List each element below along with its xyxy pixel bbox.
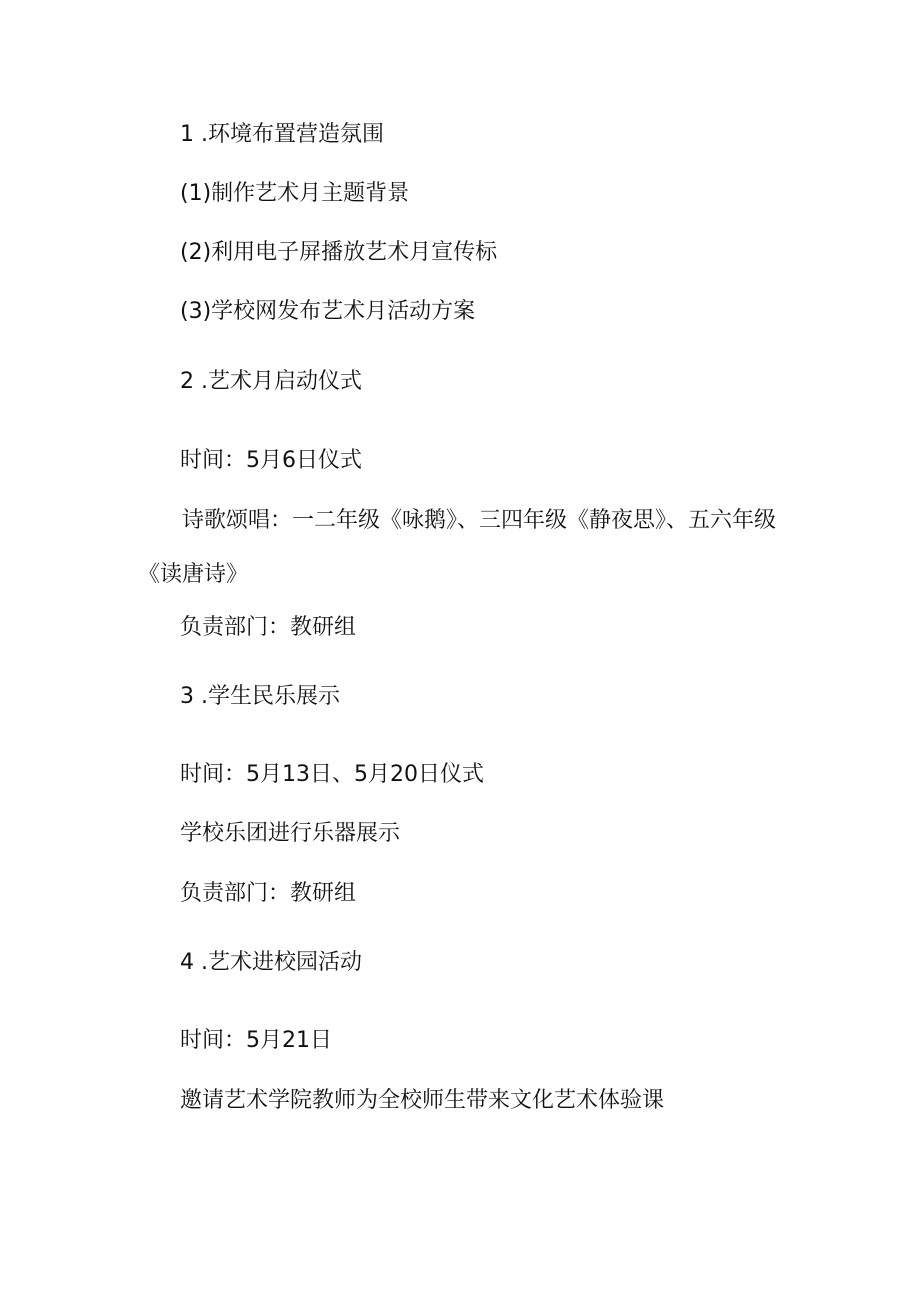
section-heading-2: 2 .艺术月启动仪式 — [180, 369, 362, 394]
section-heading-4: 4 .艺术进校园活动 — [180, 950, 362, 975]
department-line: 负责部门：教研组 — [180, 881, 357, 906]
list-item: (1)制作艺术月主题背景 — [180, 181, 410, 206]
poem-paragraph: 诗歌颂唱：一二年级《咏鹅》、三四年级《静夜思》、五六年级《读唐诗》 — [138, 508, 777, 587]
time-line: 时间：5月13日、5月20日仪式 — [180, 762, 484, 787]
list-item: (3)学校网发布艺术月活动方案 — [180, 299, 476, 324]
time-line: 时间：5月6日仪式 — [180, 448, 362, 473]
department-line: 负责部门：教研组 — [180, 615, 357, 640]
time-line: 时间：5月21日 — [180, 1028, 332, 1053]
description-line: 学校乐团进行乐器展示 — [180, 821, 401, 846]
list-item: (2)利用电子屏播放艺术月宣传标 — [180, 240, 498, 265]
section-heading-3: 3 .学生民乐展示 — [180, 684, 340, 709]
description-line: 邀请艺术学院教师为全校师生带来文化艺术体验课 — [180, 1088, 665, 1113]
section-heading-1: 1 .环境布置营造氛围 — [180, 122, 384, 147]
